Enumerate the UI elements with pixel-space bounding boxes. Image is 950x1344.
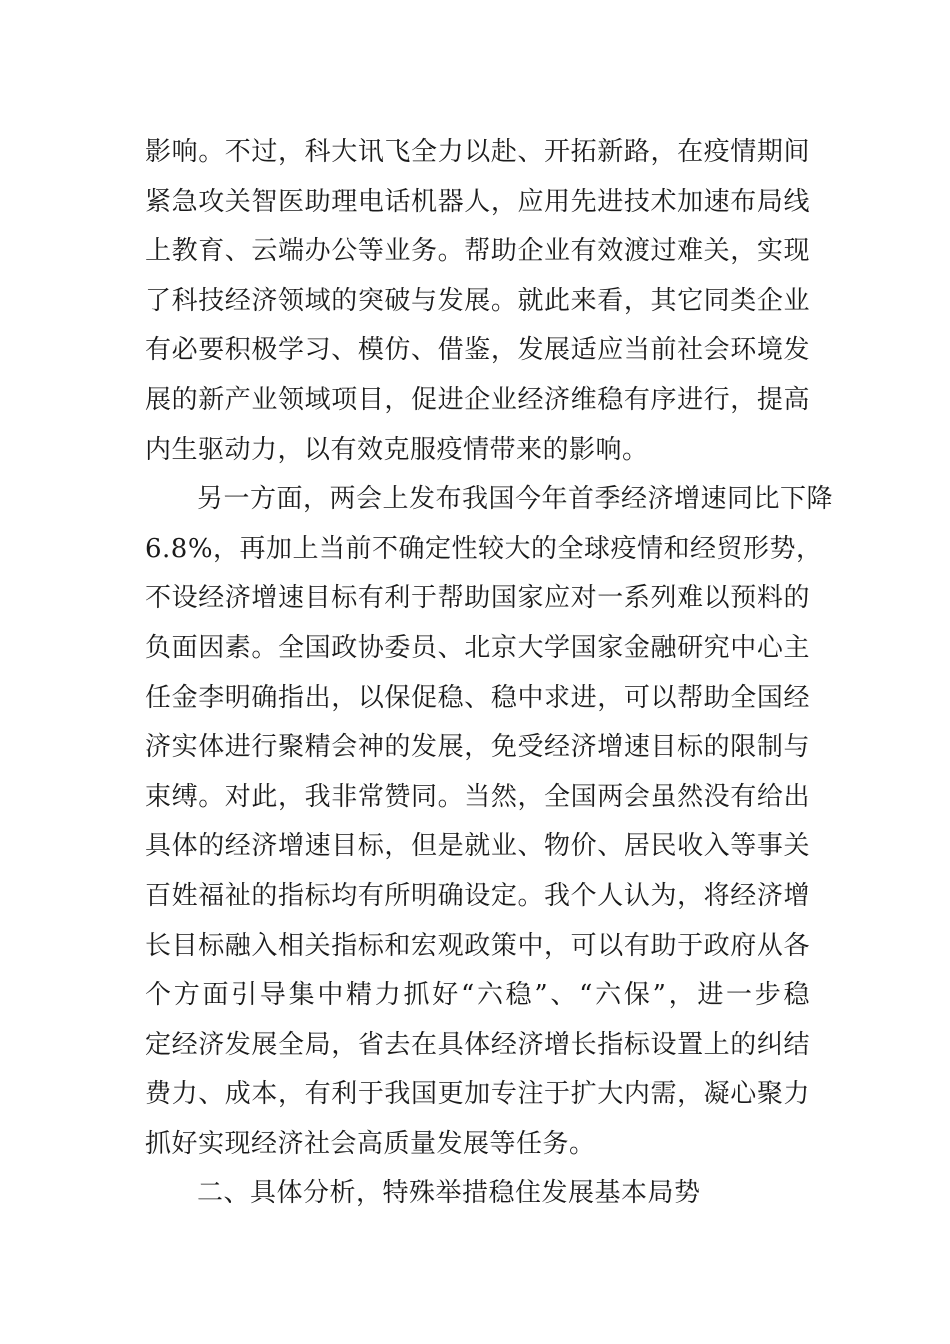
text-line: 了科技经济领域的突破与发展。就此来看，其它同类企业 xyxy=(145,285,810,316)
text-line: 负面因素。全国政协委员、北京大学国家金融研究中心主 xyxy=(145,632,810,663)
text-line: 束缚。对此，我非常赞同。当然，全国两会虽然没有给出 xyxy=(145,781,810,812)
paragraph-continuation xyxy=(145,128,810,475)
section-heading-text: 二、具体分析，特殊举措稳住发展基本局势 xyxy=(197,1178,701,1209)
text-line: 个方面引导集中精力抓好“六稳”、“六保”，进一步稳 xyxy=(145,980,810,1011)
body-text xyxy=(145,128,834,1219)
text-line: 上教育、云端办公等业务。帮助企业有效渡过难关，实现 xyxy=(145,236,810,267)
text-line: 影响。不过，科大讯飞全力以赴、开拓新路，在疫情期间 xyxy=(145,137,810,167)
text-line: 紧急攻关智医助理电话机器人，应用先进技术加速布局线 xyxy=(145,186,810,217)
paragraph-economic-growth xyxy=(145,475,834,1169)
text-line: 抓好实现经济社会高质量发展等任务。 xyxy=(145,1128,596,1159)
text-line: 长目标融入相关指标和宏观政策中，可以有助于政府从各 xyxy=(145,930,810,961)
text-line: 任金李明确指出，以保促稳、稳中求进，可以帮助全国经 xyxy=(145,682,810,713)
text-line: 有必要积极学习、模仿、借鉴，发展适应当前社会环境发 xyxy=(145,335,810,366)
text-line: 济实体进行聚精会神的发展，免受经济增速目标的限制与 xyxy=(145,732,810,763)
text-line: 费力、成本，有利于我国更加专注于扩大内需，凝心聚力 xyxy=(145,1079,810,1110)
section-heading xyxy=(145,1169,810,1219)
text-line: 另一方面，两会上发布我国今年首季经济增速同比下降 xyxy=(197,484,834,515)
text-line: 百姓福祉的指标均有所明确设定。我个人认为，将经济增 xyxy=(145,880,810,911)
text-line: 不设经济增速目标有利于帮助国家应对一系列难以预料的 xyxy=(145,583,810,614)
text-line: 具体的经济增速目标，但是就业、物价、居民收入等事关 xyxy=(145,831,810,862)
text-line: 6.8%，再加上当前不确定性较大的全球疫情和经贸形势， xyxy=(145,533,823,564)
text-line: 定经济发展全局，省去在具体经济增长指标设置上的纠结 xyxy=(145,1029,810,1060)
text-line: 内生驱动力，以有效克服疫情带来的影响。 xyxy=(145,434,649,465)
text-line: 展的新产业领域项目，促进企业经济维稳有序进行，提高 xyxy=(145,384,810,415)
